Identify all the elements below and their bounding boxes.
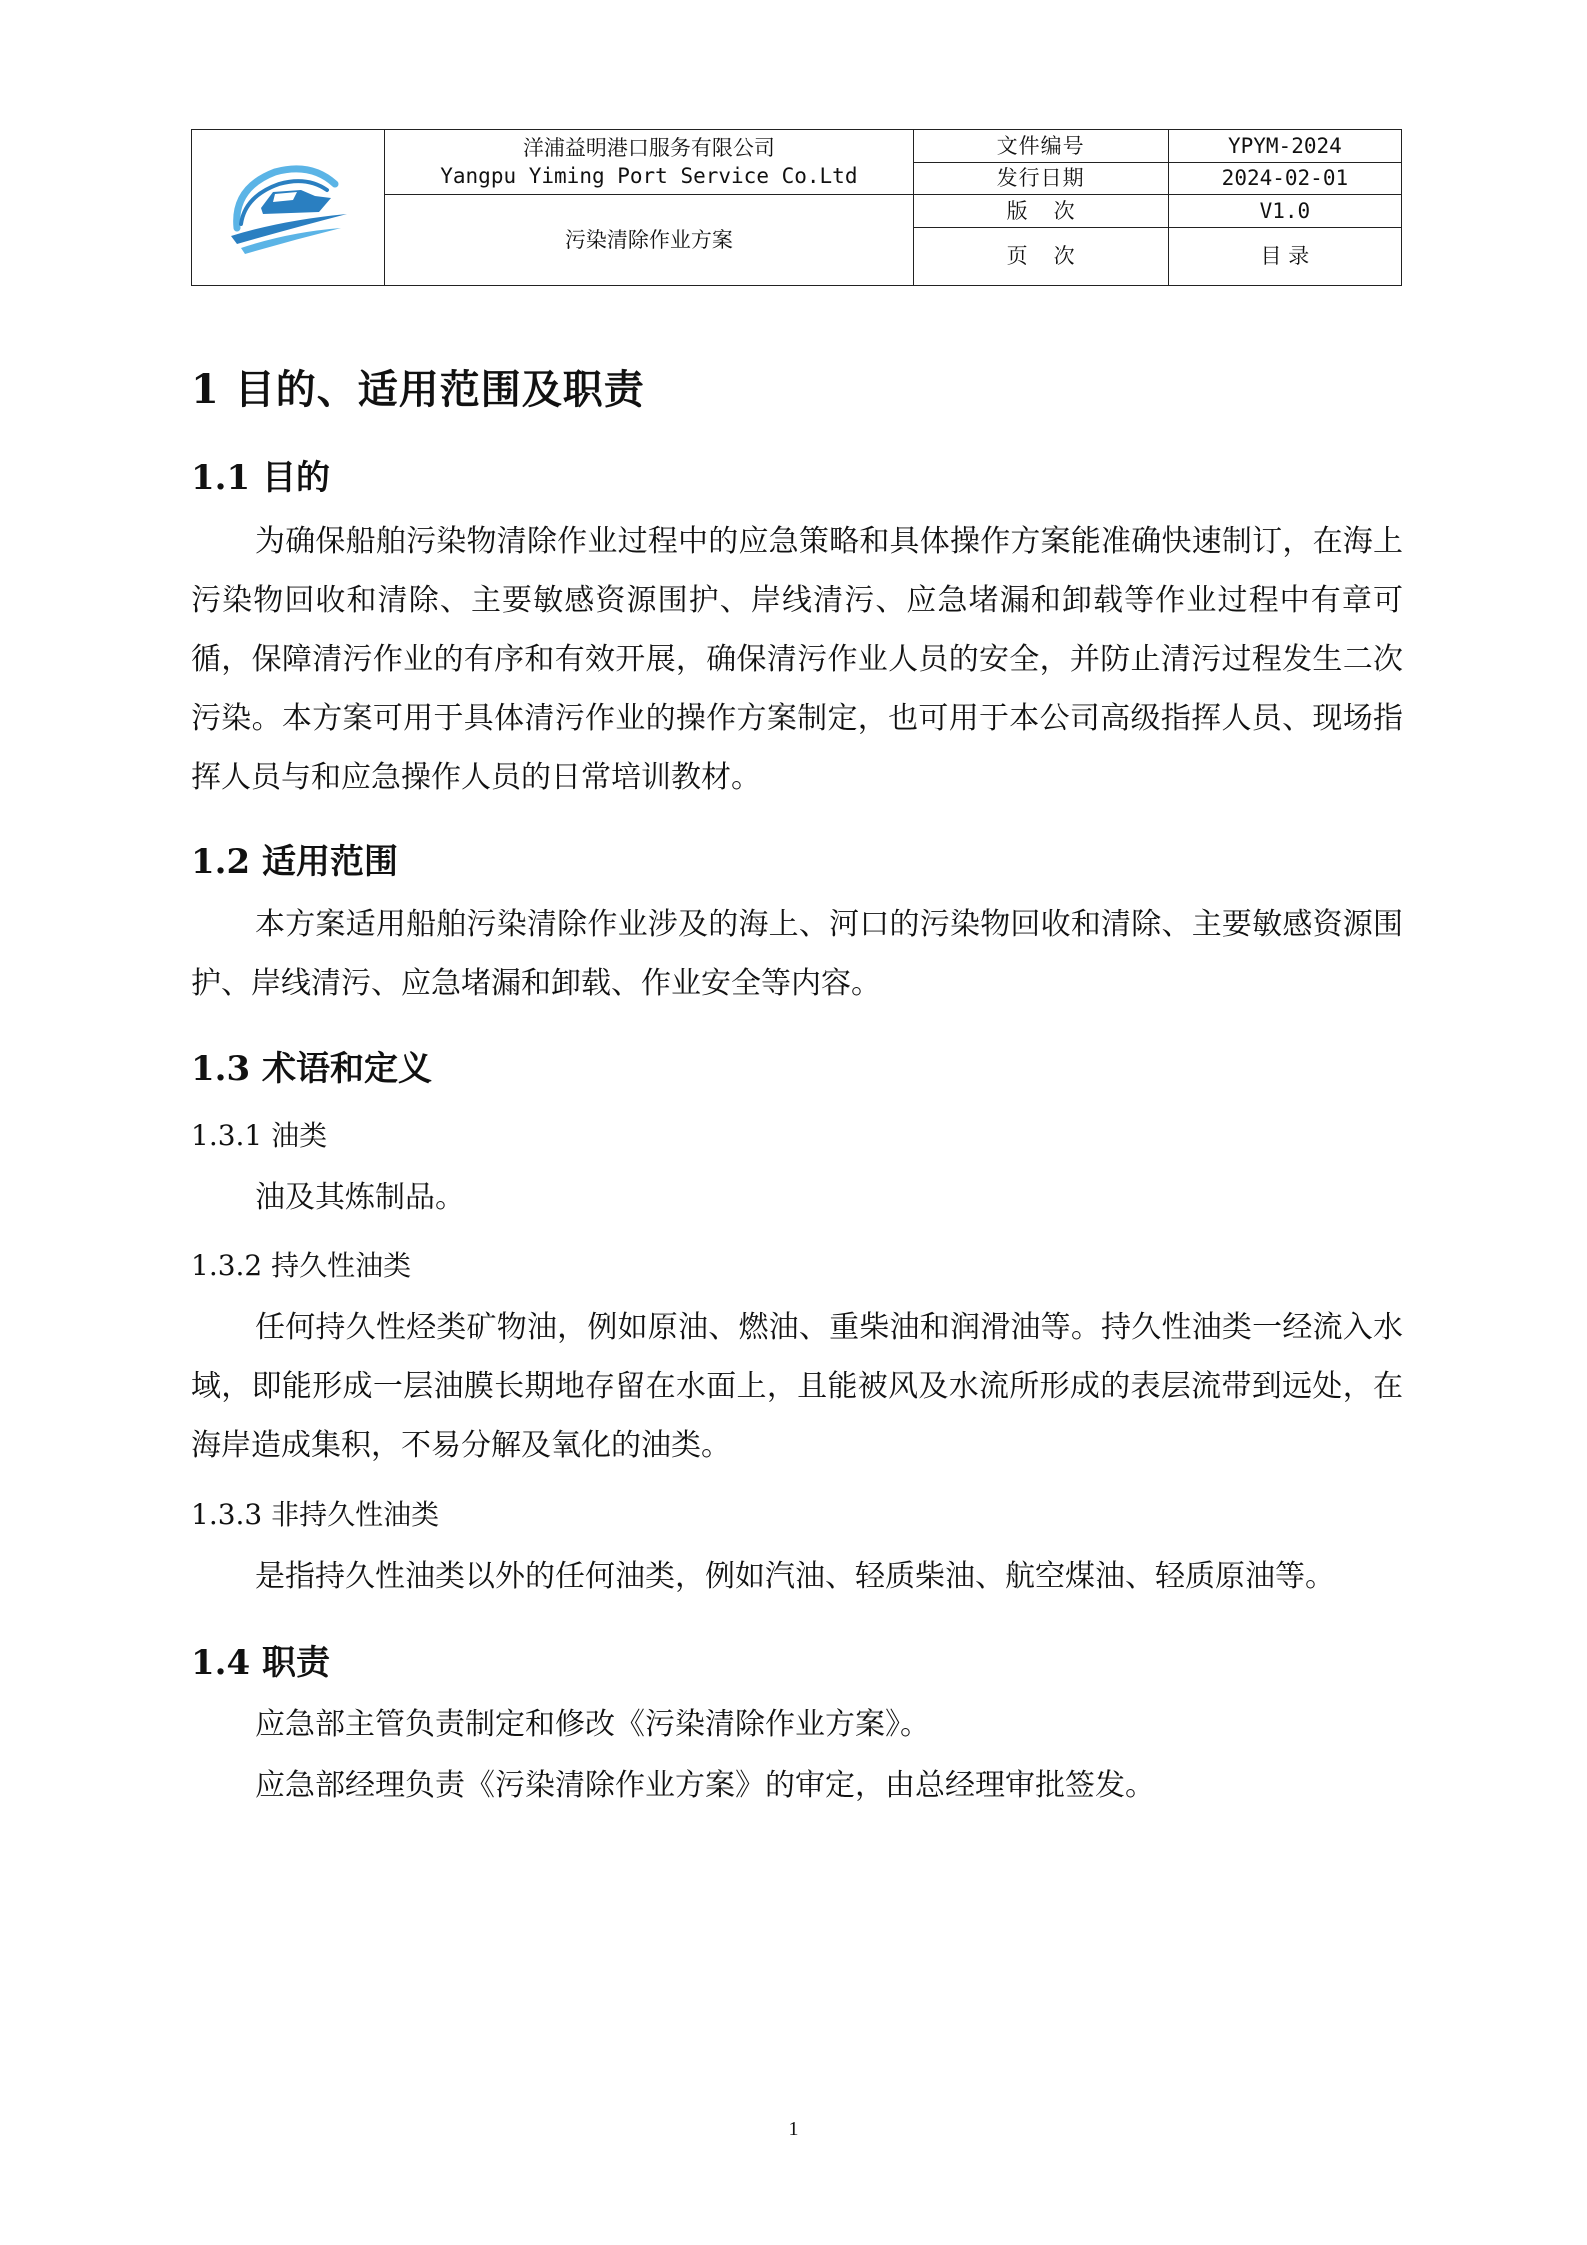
section-1-4-paragraph-2: 应急部经理负责《污染清除作业方案》的审定，由总经理审批签发。 xyxy=(255,1768,1155,1803)
issue-date-value: 2024-02-01 xyxy=(1168,163,1401,195)
issue-date-label: 发行日期 xyxy=(913,163,1168,195)
section-1-3-1-paragraph: 油及其炼制品。 xyxy=(255,1180,465,1215)
page-label-cell xyxy=(913,228,1168,286)
page-number: 1 xyxy=(788,2118,799,2140)
company-name-cn: 洋浦益明港口服务有限公司 xyxy=(522,136,775,161)
section-1-3-2-heading: 1.3.2 持久性油类 xyxy=(191,1249,412,1282)
section-1-3-2-paragraph: 任何持久性烃类矿物油，例如原油、燃油、重柴油和润滑油等。持久性油类一经流入水域，即能形成一层油膜长期地存留在水面上，且能被风及水流所形成的表层流带到远处，在海岸造成集积，不易分解及氧化的油类。 xyxy=(191,1310,1403,1463)
page-label: 页次 xyxy=(1006,244,1101,269)
version-value: V1.0 xyxy=(1168,195,1401,228)
document-header-table xyxy=(191,129,1402,286)
section-1-2-heading: 1.2 适用范围 xyxy=(191,842,398,882)
section-1-1-paragraph: 为确保船舶污染物清除作业过程中的应急策略和具体操作方案能准确快速制订，在海上污染物回收和清除、主要敏感资源围护、岸线清污、应急堵漏和卸载等作业过程中有章可循，保障清污作业的有序和有效开展，确保清污作业人员的安全，并防止清污过程发生二次污染。本方案可用于具体清污作业的操作方案制定，也可用于本公司高级指挥人员、现场指挥人员与和应急操作人员的日常培训教材。 xyxy=(191,524,1403,795)
document-title: 污染清除作业方案 xyxy=(564,227,733,252)
section-1-3-3-paragraph: 是指持久性油类以外的任何油类，例如汽油、轻质柴油、航空煤油、轻质原油等。 xyxy=(255,1559,1335,1594)
company-name-en: Yangpu Yiming Port Service Co.Ltd xyxy=(440,163,858,188)
company-name-cell xyxy=(385,130,913,195)
company-logo-cell xyxy=(192,130,385,286)
section-1-1-heading: 1.1 目的 xyxy=(191,458,330,498)
section-1-heading: 1 目的、适用范围及职责 xyxy=(191,366,645,413)
section-1-3-3-heading: 1.3.3 非持久性油类 xyxy=(191,1498,440,1531)
ship-logo-icon xyxy=(223,158,353,258)
version-label-cell xyxy=(913,195,1168,228)
section-1-3-1-heading: 1.3.1 油类 xyxy=(191,1119,328,1152)
section-1-4-paragraph-1: 应急部主管负责制定和修改《污染清除作业方案》。 xyxy=(255,1707,930,1742)
file-number-label: 文件编号 xyxy=(913,130,1168,163)
version-label: 版次 xyxy=(1006,198,1101,223)
section-1-2-paragraph: 本方案适用船舶污染清除作业涉及的海上、河口的污染物回收和清除、主要敏感资源围护、岸线清污、应急堵漏和卸载、作业安全等内容。 xyxy=(191,907,1403,1001)
document-title-cell xyxy=(385,195,913,286)
section-1-4-heading: 1.4 职责 xyxy=(191,1643,330,1683)
page-value: 目 录 xyxy=(1168,228,1401,286)
file-number-value: YPYM-2024 xyxy=(1168,130,1401,163)
section-1-3-heading: 1.3 术语和定义 xyxy=(191,1049,432,1089)
